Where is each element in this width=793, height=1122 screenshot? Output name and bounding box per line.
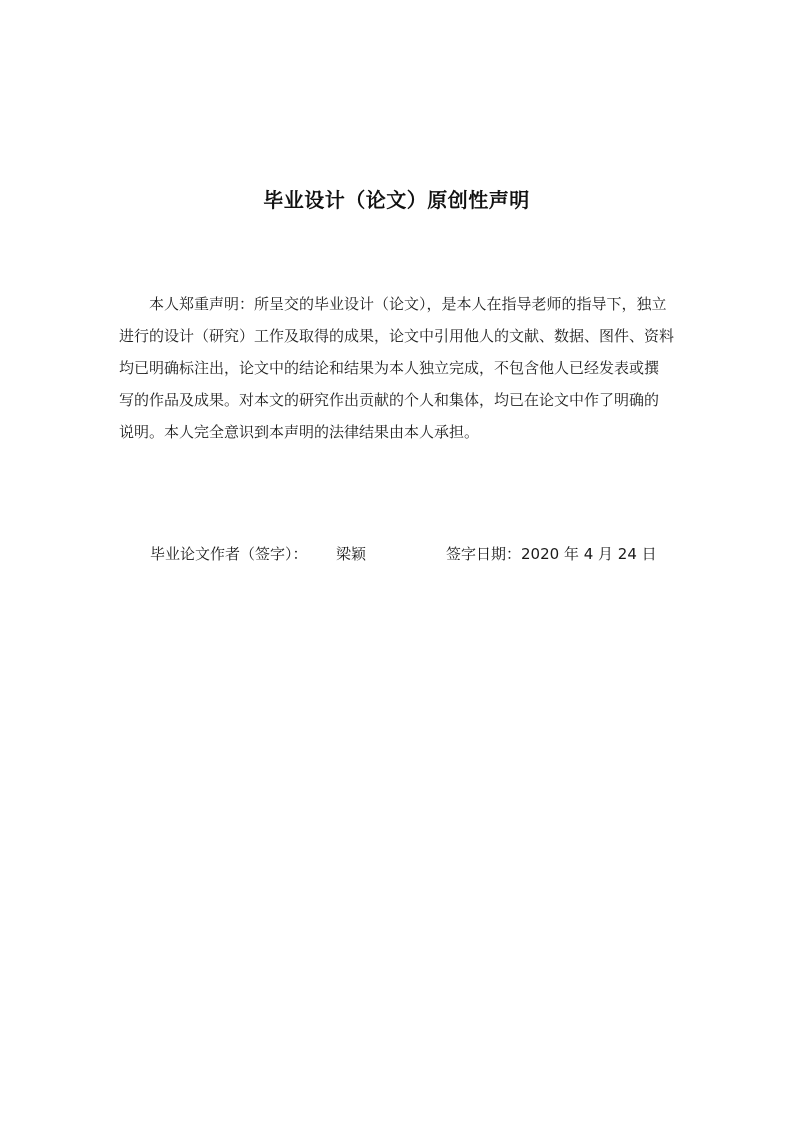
- author-signature-label: 毕业论文作者（签字）：: [150, 545, 308, 563]
- signature-date: 签字日期：2020 年 4 月 24 日: [446, 545, 657, 563]
- declaration-line: 说明。本人完全意识到本声明的法律结果由本人承担。: [119, 423, 480, 441]
- declaration-line: 写的作品及成果。对本文的研究作出贡献的个人和集体，均已在论文中作了明确的: [119, 391, 660, 409]
- declaration-line: 进行的设计（研究）工作及取得的成果，论文中引用他人的文献、数据、图件、资料: [119, 327, 675, 345]
- declaration-line: 均已明确标注出，论文中的结论和结果为本人独立完成，不包含他人已经发表或撰: [119, 359, 660, 377]
- declaration-line: 本人郑重声明：所呈交的毕业设计（论文），是本人在指导老师的指导下，独立: [149, 295, 667, 313]
- author-name: 梁颖: [336, 545, 367, 563]
- signature-block: [150, 542, 690, 566]
- page-title: 毕业设计（论文）原创性声明: [263, 188, 530, 212]
- declaration-paragraph: [119, 288, 699, 448]
